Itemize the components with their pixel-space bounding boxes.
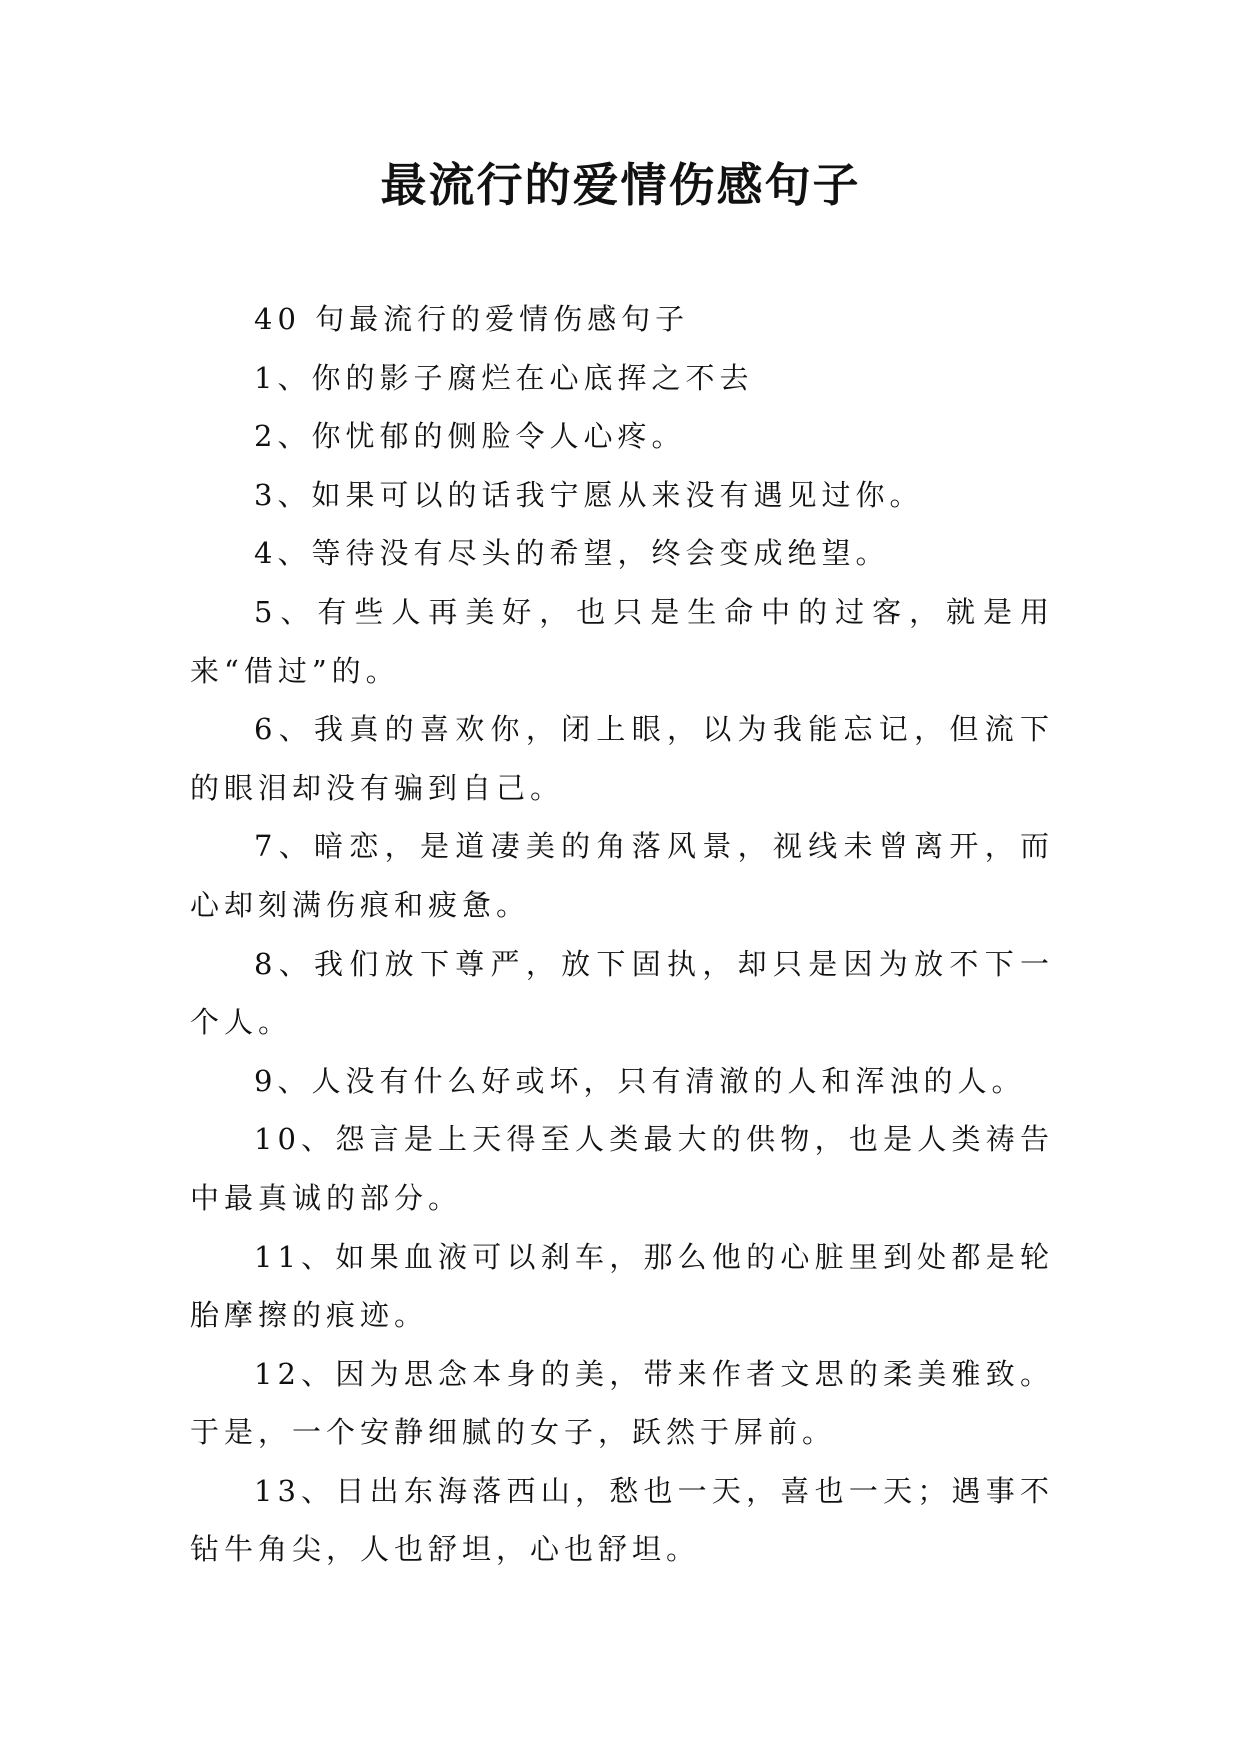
paragraph-item-8: 8、我们放下尊严，放下固执，却只是因为放不下一个人。 xyxy=(190,946,1054,1040)
paragraph-item-4: 4、等待没有尽头的希望，终会变成绝望。 xyxy=(254,536,890,571)
paragraph-item-10: 10、怨言是上天得至人类最大的供物，也是人类祷告中最真诚的部分。 xyxy=(190,1122,1054,1215)
document-title: 最流行的爱情伤感句子 xyxy=(380,158,861,212)
paragraph-item-3: 3、如果可以的话我宁愿从来没有遇见过你。 xyxy=(254,477,924,512)
paragraph-item-5: 5、有些人再美好，也只是生命中的过客，就是用来“借过”的。 xyxy=(190,594,1054,688)
paragraph-item-7: 7、暗恋，是道凄美的角落风景，视线未曾离开，而心却刻满伤痕和疲惫。 xyxy=(190,829,1054,922)
paragraph-intro: 40 句最流行的爱情伤感句子 xyxy=(254,302,690,336)
document-body xyxy=(190,290,1054,1579)
paragraph-item-12: 12、因为思念本身的美，带来作者文思的柔美雅致。于是，一个安静细腻的女子，跃然于屏前。 xyxy=(190,1356,1054,1450)
paragraph-item-9: 9、人没有什么好或坏，只有清澈的人和浑浊的人。 xyxy=(254,1063,1026,1098)
paragraph-item-2: 2、你忧郁的侧脸令人心疼。 xyxy=(254,419,686,454)
paragraph-item-11: 11、如果血液可以刹车，那么他的心脏里到处都是轮胎摩擦的痕迹。 xyxy=(190,1239,1054,1333)
paragraph-item-6: 6、我真的喜欢你，闭上眼，以为我能忘记，但流下的眼泪却没有骗到自己。 xyxy=(190,712,1054,805)
paragraph-item-1: 1、你的影子腐烂在心底挥之不去 xyxy=(254,360,754,395)
paragraph-item-13: 13、日出东海落西山，愁也一天，喜也一天；遇事不钻牛角尖，人也舒坦，心也舒坦。 xyxy=(190,1473,1054,1567)
